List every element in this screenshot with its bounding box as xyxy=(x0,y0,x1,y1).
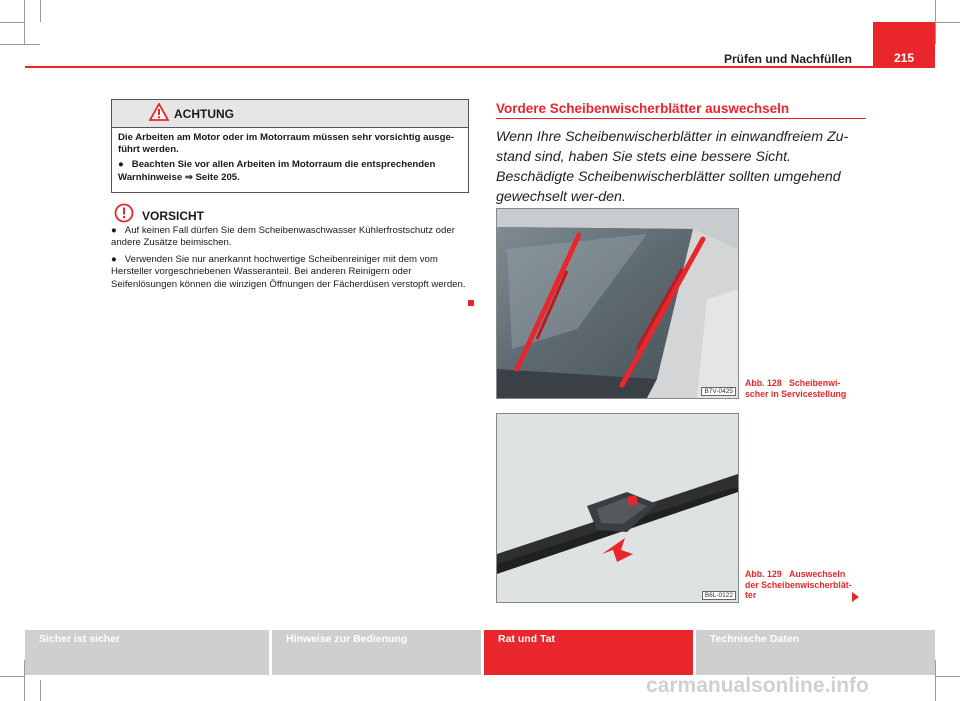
wiper-service-illustration xyxy=(497,209,738,398)
figure-wiper-blade-change xyxy=(496,413,739,603)
crop-mark xyxy=(0,44,40,45)
section-end-marker xyxy=(468,300,474,306)
warning-title: ACHTUNG xyxy=(174,107,234,121)
crop-mark xyxy=(935,660,936,701)
warning-item xyxy=(118,159,462,183)
footer-tab-technische-daten[interactable]: Technische Daten xyxy=(696,630,935,675)
continue-arrow-icon xyxy=(852,592,859,602)
caption-text: Auswechseln der Scheibenwischerblät-ter xyxy=(745,569,852,601)
caption-text: Scheibenwi-scher in Servicestellung xyxy=(745,378,847,399)
figure-caption xyxy=(745,378,855,399)
caution-header xyxy=(111,203,467,225)
crop-mark xyxy=(40,680,41,701)
caution-title: VORSICHT xyxy=(142,209,205,223)
warning-box xyxy=(111,99,469,193)
caution-item-text: Auf keinen Fall dürfen Sie dem Scheibenwaschwasser Kühlerfrostschutz oder andere Zusätze beimischen. xyxy=(111,225,455,249)
footer-tab-rat-und-tat[interactable]: Rat und Tat xyxy=(484,630,693,675)
running-header-title: Prüfen und Nachfüllen xyxy=(723,52,852,66)
watermark: carmanualsonline.info xyxy=(646,674,869,697)
crop-mark xyxy=(24,0,25,44)
caution-item-text: Verwenden Sie nur anerkannt hochwertige Scheibenreiniger mit dem vom Hersteller vorgeschriebenen Wasseranteil. Bei anderen Reinigern oder Seifenlösungen können die winzigen Öffnungen der Fächerdüsen verstopft werden. xyxy=(111,253,466,290)
warning-header xyxy=(112,100,468,128)
caution-block xyxy=(111,203,467,295)
crop-mark xyxy=(936,22,960,23)
crop-mark xyxy=(0,22,24,23)
crop-mark xyxy=(0,676,24,677)
crop-mark xyxy=(936,676,960,677)
warning-item-text: Beachten Sie vor allen Arbeiten im Motorraum die entsprechenden Warnhinweise ⇒ Seite 205. xyxy=(118,159,436,183)
figure-caption xyxy=(745,569,855,601)
caption-number: Abb. 129 xyxy=(745,569,782,579)
crop-mark xyxy=(40,0,41,22)
bullet: ● xyxy=(111,225,117,236)
warning-text: Die Arbeiten am Motor oder im Motorraum müssen sehr vorsichtig ausge-führt werden. xyxy=(118,132,455,156)
figure-code: B7V-0425 xyxy=(701,387,736,396)
caption-number: Abb. 128 xyxy=(745,378,782,388)
section-intro: Wenn Ihre Scheibenwischerblätter in einwandfreiem Zu-stand sind, haben Sie stets eine bessere Sicht. Beschädigte Scheibenwischerblätter sollten umgehend gewechselt wer-den. xyxy=(496,129,849,205)
header-rule xyxy=(25,66,935,68)
section-title: Vordere Scheibenwischerblätter auswechseln xyxy=(496,101,790,116)
figure-wipers-service-position xyxy=(496,208,739,399)
bullet: ● xyxy=(111,253,117,265)
page-number: 215 xyxy=(893,51,915,65)
figure-code: B6L-0122 xyxy=(702,591,736,600)
caution-item xyxy=(111,254,467,291)
warning-body xyxy=(112,128,468,184)
section-rule xyxy=(496,118,866,119)
caution-exclamation-icon xyxy=(114,203,134,223)
page-number-tab xyxy=(873,22,935,66)
crop-mark xyxy=(935,0,936,44)
footer-tab-bedienung[interactable]: Hinweise zur Bedienung xyxy=(272,630,481,675)
bullet: ● xyxy=(118,159,124,171)
footer-tab-sicher[interactable]: Sicher ist sicher xyxy=(25,630,269,675)
wiper-blade-illustration xyxy=(497,414,738,602)
caution-item xyxy=(111,225,467,250)
warning-triangle-icon xyxy=(149,103,169,121)
